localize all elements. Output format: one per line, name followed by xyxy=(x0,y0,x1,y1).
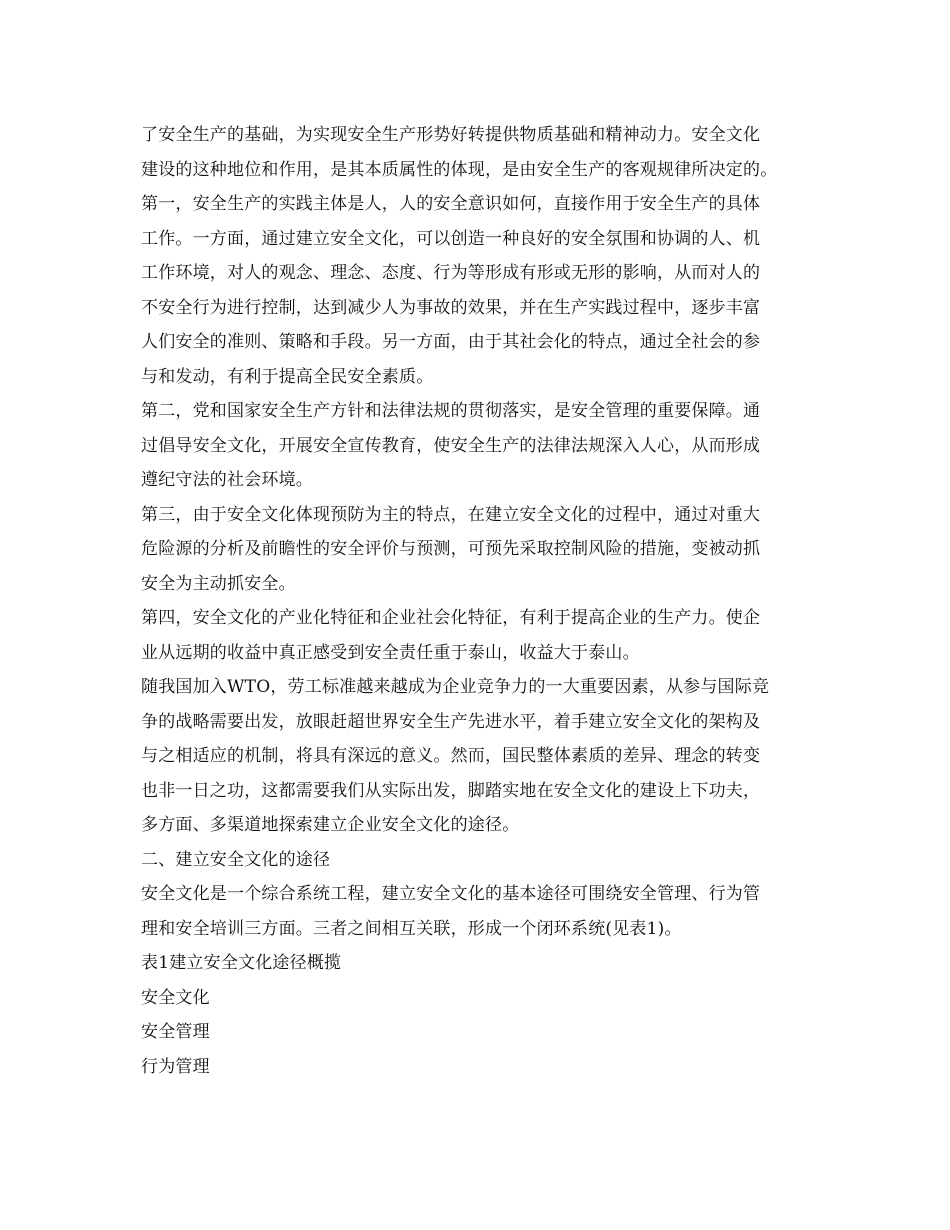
text-line: 工作环境，对人的观念、理念、态度、行为等形成有形或无形的影响，从而对人的 xyxy=(141,263,761,283)
text-line: 人们安全的准则、策略和手段。另一方面，由于其社会化的特点，通过全社会的参 xyxy=(141,332,761,352)
text-line: 建设的这种地位和作用，是其本质属性的体现，是由安全生产的客观规律所决定的。 xyxy=(141,159,778,180)
text-line: 业从远期的收益中真正感受到安全责任重于泰山，收益大于泰山。 xyxy=(141,642,640,663)
text-line: 了安全生产的基础，为实现安全生产形势好转提供物质基础和精神动力。安全文化 xyxy=(141,125,761,145)
text-line: 争的战略需要出发，放眼赶超世界安全生产先进水平，着手建立安全文化的架构及 xyxy=(141,711,761,732)
text-line: 遵纪守法的社会环境。 xyxy=(141,470,313,490)
table-cell: 安全文化 xyxy=(141,987,210,1008)
text-line: 理和安全培训三方面。三者之间相互关联，形成一个闭环系统(见表1)。 xyxy=(141,918,682,939)
text-line: 工作。一方面，通过建立安全文化，可以创造一种良好的安全氛围和协调的人、机 xyxy=(141,228,761,249)
text-line: 第四，安全文化的产业化特征和企业社会化特征，有利于提高企业的生产力。使企 xyxy=(141,608,761,628)
text-line: 与之相适应的机制，将具有深远的意义。然而，国民整体素质的差异、理念的转变 xyxy=(141,746,761,766)
text-line: 安全文化是一个综合系统工程，建立安全文化的基本途径可围绕安全管理、行为管 xyxy=(141,884,761,904)
text-line: 多方面、多渠道地探索建立企业安全文化的途径。 xyxy=(141,815,520,835)
table-caption: 表1建立安全文化途径概揽 xyxy=(141,953,342,973)
text-line: 第二，党和国家安全生产方针和法律法规的贯彻落实，是安全管理的重要保障。通 xyxy=(141,401,761,421)
text-line: 安全为主动抓安全。 xyxy=(141,573,296,594)
document-body xyxy=(141,118,821,1084)
text-line: 不安全行为进行控制，达到减少人为事故的效果，并在生产实践过程中，逐步丰富 xyxy=(141,297,761,318)
text-line: 第一，安全生产的实践主体是人，人的安全意识如何，直接作用于安全生产的具体 xyxy=(141,194,761,214)
text-line: 危险源的分析及前瞻性的安全评价与预测，可预先采取控制风险的措施，变被动抓 xyxy=(141,539,761,559)
section-heading: 二、建立安全文化的途径 xyxy=(141,849,331,870)
text-line: 第三，由于安全文化体现预防为主的特点，在建立安全文化的过程中，通过对重大 xyxy=(141,504,761,525)
table-cell: 行为管理 xyxy=(141,1056,210,1077)
text-line: 过倡导安全文化，开展安全宣传教育，使安全生产的法律法规深入人心，从而形成 xyxy=(141,435,761,456)
table-cell: 安全管理 xyxy=(141,1022,210,1042)
text-line: 与和发动，有利于提高全民安全素质。 xyxy=(141,366,434,387)
text-line: 随我国加入WTO，劳工标准越来越成为企业竞争力的一大重要因素，从参与国际竞 xyxy=(141,677,770,697)
text-line: 也非一日之功，这都需要我们从实际出发，脚踏实地在安全文化的建设上下功夫， xyxy=(141,780,761,801)
